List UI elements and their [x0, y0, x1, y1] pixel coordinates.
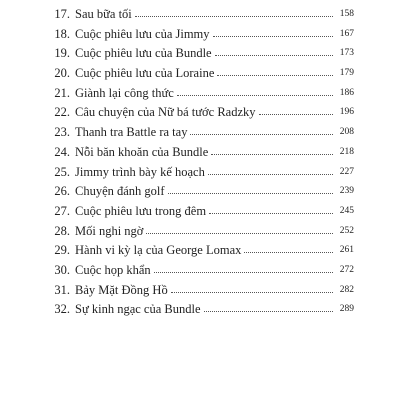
chapter-title: Bảy Mặt Đồng Hồ	[75, 282, 168, 297]
chapter-title-line	[75, 5, 335, 25]
toc-entry	[0, 103, 400, 123]
chapter-title: Jimmy trình bày kế hoạch	[75, 164, 205, 179]
chapter-title: Cuộc phiêu lưu trong đêm	[75, 203, 207, 218]
dot-leader	[171, 281, 333, 293]
chapter-title: Sau bữa tối	[75, 7, 132, 21]
chapter-number: 32.	[54, 302, 70, 317]
page-number: 282	[339, 284, 354, 295]
chapter-title: Nỗi băn khoăn của Bundle	[75, 144, 209, 159]
chapter-title-line	[75, 84, 335, 104]
chapter-title-line	[75, 241, 335, 261]
chapter-title-line	[75, 182, 335, 202]
page-number: 272	[339, 264, 354, 275]
chapter-title: Mối nghi ngờ	[75, 223, 144, 238]
toc-entry	[0, 123, 400, 143]
chapter-number: 17.	[54, 7, 70, 21]
dot-leader	[213, 25, 333, 37]
dot-leader	[244, 241, 333, 253]
page-number: 167	[339, 28, 354, 39]
toc-entry	[0, 64, 400, 84]
page-number: 261	[339, 245, 354, 256]
chapter-title-line	[75, 202, 335, 222]
chapter-number: 31.	[54, 282, 70, 297]
dot-leader	[177, 84, 333, 96]
page-number: 245	[339, 205, 354, 216]
toc-entry	[0, 84, 400, 104]
page-number: 227	[339, 166, 354, 177]
chapter-title-line	[75, 163, 335, 183]
chapter-title-line	[75, 261, 335, 281]
page-number: 196	[339, 107, 354, 118]
dot-leader	[135, 5, 333, 17]
toc-entry	[0, 261, 400, 281]
dot-leader	[259, 103, 333, 115]
toc-entry	[0, 163, 400, 183]
chapter-title-line	[75, 44, 335, 64]
dot-leader	[204, 300, 333, 312]
chapter-title-line	[75, 281, 335, 301]
chapter-number: 19.	[54, 46, 70, 61]
toc-entry	[0, 202, 400, 222]
chapter-title: Giành lại công thức	[75, 85, 174, 100]
chapter-number: 18.	[54, 26, 70, 41]
toc-entry	[0, 5, 400, 25]
chapter-title: Câu chuyện của Nữ bá tước Radzky	[75, 105, 256, 120]
toc-entry	[0, 222, 400, 242]
chapter-title: Chuyện đánh golf	[75, 184, 165, 199]
page-number: 158	[339, 9, 354, 19]
page-number: 218	[339, 146, 354, 157]
chapter-number: 27.	[54, 203, 70, 218]
toc-entry	[0, 182, 400, 202]
toc-entry	[0, 143, 400, 163]
dot-leader	[154, 261, 333, 273]
chapter-title-line	[75, 143, 335, 163]
dot-leader	[209, 202, 333, 214]
dot-leader	[211, 143, 333, 155]
chapter-title-line	[75, 222, 335, 242]
chapter-number: 24.	[54, 144, 70, 159]
chapter-title-line	[75, 300, 335, 320]
chapter-number: 25.	[54, 164, 70, 179]
page-number: 173	[339, 48, 354, 59]
chapter-number: 21.	[54, 85, 70, 100]
toc-entry	[0, 241, 400, 261]
page-number: 239	[339, 186, 354, 197]
chapter-number: 28.	[54, 223, 70, 238]
chapter-number: 20.	[54, 66, 70, 81]
dot-leader	[215, 44, 333, 56]
chapter-title: Cuộc phiêu lưu của Bundle	[75, 46, 212, 61]
toc-entry	[0, 281, 400, 301]
chapter-number: 23.	[54, 125, 70, 140]
chapter-title-line	[75, 25, 335, 45]
page-number: 179	[339, 68, 354, 79]
chapter-title-line	[75, 64, 335, 84]
dot-leader	[208, 163, 333, 175]
dot-leader	[146, 222, 333, 234]
chapter-number: 26.	[54, 184, 70, 199]
chapter-title: Cuộc họp khẩn	[75, 262, 151, 277]
chapter-number: 22.	[54, 105, 70, 120]
dot-leader	[168, 182, 333, 194]
chapter-number: 29.	[54, 243, 70, 258]
chapter-title-line	[75, 123, 335, 143]
toc-entry	[0, 300, 400, 320]
chapter-title: Hành vi kỳ lạ của George Lomax	[75, 243, 242, 258]
chapter-title: Cuộc phiêu lưu của Loraine	[75, 66, 215, 81]
dot-leader	[217, 64, 333, 76]
page-number: 208	[339, 127, 354, 138]
chapter-title: Cuộc phiêu lưu của Jimmy	[75, 26, 210, 41]
toc-entry	[0, 44, 400, 64]
chapter-title: Thanh tra Battle ra tay	[75, 125, 188, 140]
page-number: 186	[339, 87, 354, 98]
dot-leader	[190, 123, 333, 135]
table-of-contents	[0, 5, 400, 320]
chapter-number: 30.	[54, 262, 70, 277]
page-number: 289	[339, 304, 354, 315]
toc-entry	[0, 25, 400, 45]
chapter-title-line	[75, 103, 335, 123]
page-number: 252	[339, 225, 354, 236]
chapter-title: Sự kinh ngạc của Bundle	[75, 302, 201, 317]
